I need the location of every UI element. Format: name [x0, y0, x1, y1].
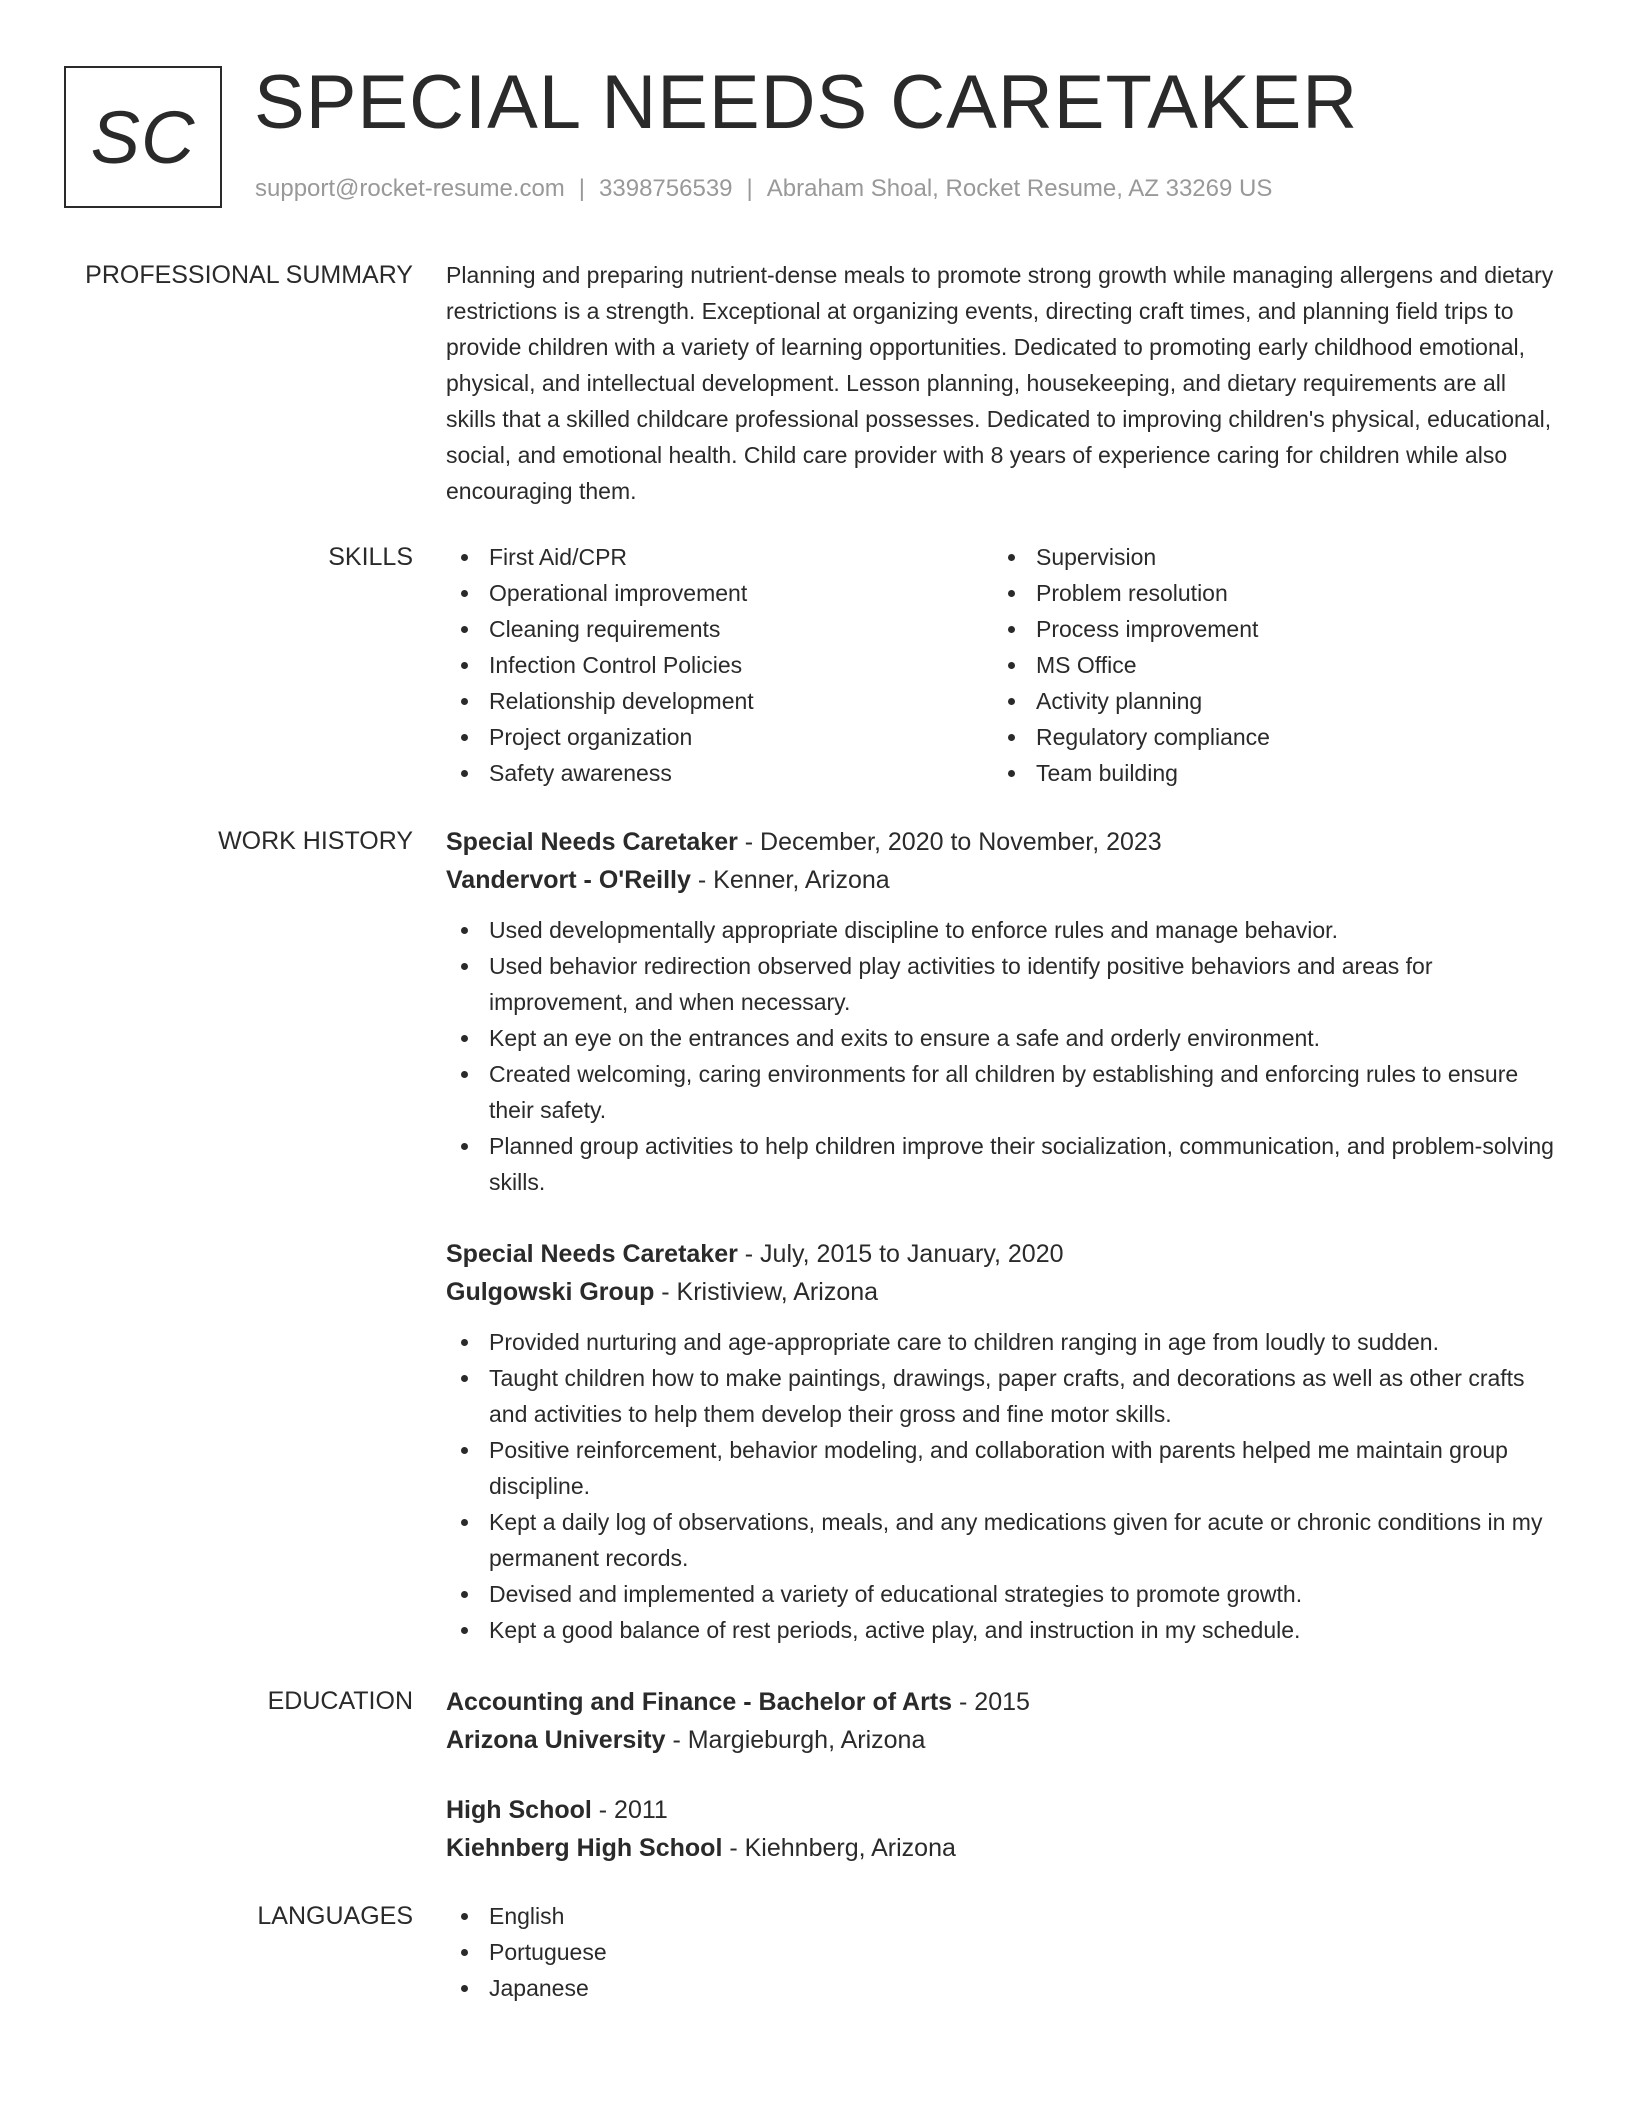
job-title-line	[446, 823, 1566, 861]
job-duty: Kept a daily log of observations, meals, and any medications given for acute or chronic conditions in my permanent records.	[446, 1504, 1566, 1576]
job-entry	[446, 1235, 1566, 1648]
contact-address: Abraham Shoal, Rocket Resume, AZ 33269 US	[766, 175, 1273, 202]
skill-item: Activity planning	[993, 683, 1540, 719]
skill-item: Project organization	[446, 719, 993, 755]
education-location: - Margieburgh, Arizona	[665, 1726, 926, 1754]
section-label-skills: SKILLS	[328, 543, 413, 571]
contact-line	[255, 174, 1272, 204]
skill-item: Process improvement	[993, 611, 1540, 647]
job-duty: Used behavior redirection observed play activities to identify positive behaviors and areas for improvement, and when necessary.	[446, 948, 1566, 1020]
job-company: Gulgowski Group	[446, 1278, 655, 1306]
monogram-logo: SC	[64, 66, 222, 208]
job-duty: Kept a good balance of rest periods, active play, and instruction in my schedule.	[446, 1612, 1566, 1648]
education-degree: High School	[446, 1796, 592, 1824]
skill-item: Relationship development	[446, 683, 993, 719]
job-dates: - July, 2015 to January, 2020	[737, 1240, 1064, 1268]
education-school: Arizona University	[446, 1726, 666, 1754]
education-entry	[446, 1683, 1566, 1759]
job-title-line	[446, 1235, 1566, 1273]
language-item: Japanese	[446, 1970, 1566, 2006]
job-title: Special Needs Caretaker	[446, 828, 738, 856]
job-title: Special Needs Caretaker	[446, 1240, 738, 1268]
language-item: Portuguese	[446, 1934, 1566, 1970]
job-duties-list	[446, 912, 1566, 1200]
skill-item: Operational improvement	[446, 575, 993, 611]
contact-phone[interactable]: 3398756539	[599, 175, 733, 202]
resume-title: SPECIAL NEEDS CARETAKER	[254, 60, 1359, 145]
skills-list-left	[446, 539, 993, 791]
education-location: - Kiehnberg, Arizona	[722, 1834, 956, 1862]
section-label-languages: LANGUAGES	[257, 1902, 413, 1930]
job-duty: Used developmentally appropriate discipline to enforce rules and manage behavior.	[446, 912, 1566, 948]
skill-item: Cleaning requirements	[446, 611, 993, 647]
skill-item: Team building	[993, 755, 1540, 791]
skill-item: First Aid/CPR	[446, 539, 993, 575]
education-school: Kiehnberg High School	[446, 1834, 723, 1862]
language-item: English	[446, 1898, 1566, 1934]
job-location: - Kenner, Arizona	[690, 866, 890, 894]
job-duty: Devised and implemented a variety of educational strategies to promote growth.	[446, 1576, 1566, 1612]
education-school-line	[446, 1721, 1566, 1759]
skill-item: Infection Control Policies	[446, 647, 993, 683]
job-location: - Kristiview, Arizona	[654, 1278, 879, 1306]
job-company: Vandervort - O'Reilly	[446, 866, 691, 894]
languages-list	[446, 1898, 1566, 2006]
skill-item: MS Office	[993, 647, 1540, 683]
job-company-line	[446, 861, 1566, 899]
education-year: - 2011	[591, 1796, 668, 1824]
job-duties-list	[446, 1324, 1566, 1648]
section-label-education: EDUCATION	[267, 1687, 413, 1715]
education-degree-line	[446, 1683, 1566, 1721]
section-label-summary: PROFESSIONAL SUMMARY	[85, 261, 413, 289]
skill-item: Problem resolution	[993, 575, 1540, 611]
job-duty: Positive reinforcement, behavior modeling, and collaboration with parents helped me maintain group discipline.	[446, 1432, 1566, 1504]
job-entry	[446, 823, 1566, 1200]
contact-email[interactable]: support@rocket-resume.com	[255, 175, 565, 202]
section-label-work-history: WORK HISTORY	[218, 827, 413, 855]
job-duty: Provided nurturing and age-appropriate care to children ranging in age from loudly to sudden.	[446, 1324, 1566, 1360]
education-degree-line	[446, 1791, 1566, 1829]
job-duty: Taught children how to make paintings, drawings, paper crafts, and decorations as well as other crafts and activities to help them develop their gross and fine motor skills.	[446, 1360, 1566, 1432]
job-company-line	[446, 1273, 1566, 1311]
skills-list-right	[993, 539, 1540, 791]
education-entry	[446, 1791, 1566, 1867]
job-duty: Planned group activities to help children improve their socialization, communication, and problem-solving skills.	[446, 1128, 1566, 1200]
contact-separator: |	[746, 175, 753, 202]
education-year: - 2015	[952, 1688, 1030, 1716]
skill-item: Regulatory compliance	[993, 719, 1540, 755]
education-school-line	[446, 1829, 1566, 1867]
job-duty: Created welcoming, caring environments for all children by establishing and enforcing rules to ensure their safety.	[446, 1056, 1566, 1128]
job-duty: Kept an eye on the entrances and exits to ensure a safe and orderly environment.	[446, 1020, 1566, 1056]
skill-item: Safety awareness	[446, 755, 993, 791]
contact-separator: |	[578, 175, 586, 202]
skill-item: Supervision	[993, 539, 1540, 575]
education-degree: Accounting and Finance - Bachelor of Arts	[446, 1688, 953, 1716]
job-dates: - December, 2020 to November, 2023	[737, 828, 1162, 856]
summary-text: Planning and preparing nutrient-dense meals to promote strong growth while managing allergens and dietary restrictions is a strength. Exceptional at organizing events, directing craft times, and planning field trips to provide children with a variety of learning opportunities. Dedicated to promoting early childhood emotional, physical, and intellectual development. Lesson planning, housekeeping, and dietary requirements are all skills that a skilled childcare professional possesses. Dedicated to improving children's physical, educational, social, and emotional health. Child care provider with 8 years of experience caring for children while also encouraging them.	[446, 262, 1554, 504]
